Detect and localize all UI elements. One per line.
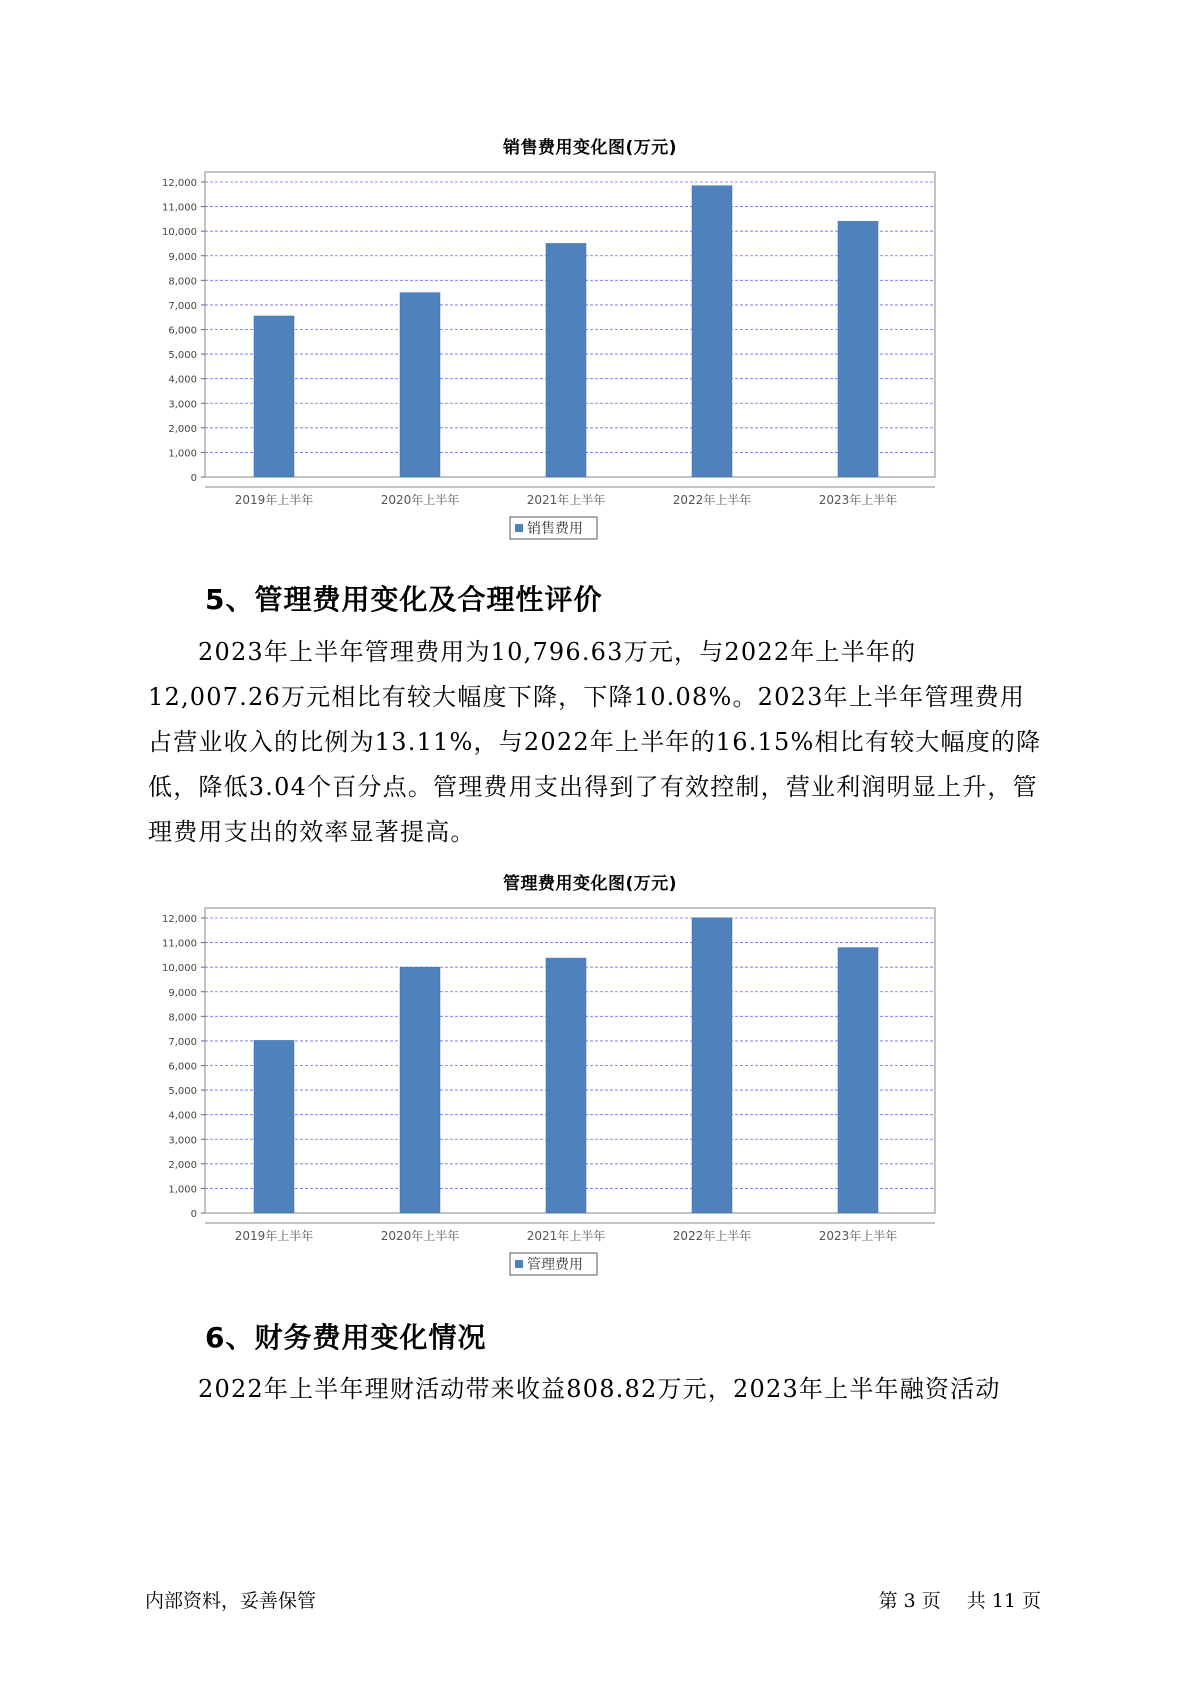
chart-title: 管理费用变化图(万元) — [502, 874, 678, 894]
legend-swatch — [515, 524, 523, 532]
y-tick-label: 6,000 — [168, 325, 197, 337]
chart-title: 销售费用变化图(万元) — [502, 138, 678, 158]
y-tick-label: 3,000 — [168, 399, 197, 411]
y-tick-label: 11,000 — [162, 202, 197, 214]
y-tick-label: 8,000 — [168, 1012, 197, 1024]
chart-svg — [160, 866, 1020, 1286]
y-tick-label: 8,000 — [168, 276, 197, 288]
bar — [692, 918, 732, 1213]
y-tick-label: 10,000 — [162, 963, 197, 975]
y-tick-label: 4,000 — [168, 1110, 197, 1122]
y-tick-label: 0 — [190, 473, 197, 484]
paragraph-text: 2023年上半年管理费用为10,796.63万元，与2022年上半年的12,007.26万元相比有较大幅度下降，下降10.08%。2023年上半年管理费用占营业收入的比例为13.11%，与2022年上半年的16.15%相比有较大幅度的降低，降低3.04个百分点。管理费用支出得到了有效控制，营业利润明显上升，管理费用支出的效率显著提高。 — [148, 638, 1042, 846]
y-tick-label: 1,000 — [168, 1184, 197, 1196]
y-tick-label: 0 — [190, 1209, 197, 1220]
x-tick-label: 2023年上半年 — [818, 493, 898, 507]
y-tick-label: 12,000 — [162, 914, 197, 925]
y-tick-label: 7,000 — [168, 1036, 197, 1048]
x-tick-label: 2020年上半年 — [380, 1229, 460, 1243]
legend-swatch — [515, 1260, 523, 1268]
page-number: 3 — [903, 1590, 916, 1612]
bar — [692, 186, 732, 477]
sales-expense-chart — [160, 130, 1020, 550]
management-expense-chart — [160, 866, 1020, 1286]
y-tick-label: 10,000 — [162, 227, 197, 239]
y-tick-label: 7,000 — [168, 300, 197, 312]
footer-page-info — [873, 1586, 1041, 1613]
bar — [400, 293, 440, 477]
total-suffix: 页 — [1021, 1590, 1041, 1612]
page-suffix: 页 — [921, 1590, 941, 1612]
y-tick-label: 11,000 — [162, 938, 197, 950]
y-tick-label: 6,000 — [168, 1061, 197, 1073]
x-tick-label: 2020年上半年 — [380, 493, 460, 507]
y-tick-label: 2,000 — [168, 1159, 197, 1171]
total-pages: 11 — [991, 1590, 1016, 1612]
y-tick-label: 4,000 — [168, 374, 197, 386]
bar — [546, 958, 586, 1213]
chart-svg — [160, 130, 1020, 550]
section-heading: 5、管理费用变化及合理性评价 — [205, 583, 603, 616]
section-paragraph — [148, 630, 1048, 855]
y-tick-label: 9,000 — [168, 987, 197, 999]
y-tick-label: 1,000 — [168, 448, 197, 460]
legend-label: 销售费用 — [527, 521, 583, 537]
x-tick-label: 2022年上半年 — [672, 1229, 752, 1243]
x-tick-label: 2019年上半年 — [234, 493, 314, 507]
footer-confidential: 内部资料，妥善保管 — [145, 1590, 317, 1612]
bar — [838, 948, 878, 1213]
paragraph-text: 2022年上半年理财活动带来收益808.82万元，2023年上半年融资活动 — [198, 1375, 1001, 1403]
x-tick-label: 2021年上半年 — [526, 493, 606, 507]
page-prefix: 第 — [878, 1590, 898, 1612]
bar — [254, 316, 294, 477]
bar — [400, 967, 440, 1213]
x-tick-label: 2022年上半年 — [672, 493, 752, 507]
x-tick-label: 2023年上半年 — [818, 1229, 898, 1243]
section-heading: 6、财务费用变化情况 — [205, 1321, 487, 1354]
y-tick-label: 3,000 — [168, 1135, 197, 1147]
x-tick-label: 2019年上半年 — [234, 1229, 314, 1243]
y-tick-label: 5,000 — [168, 1086, 197, 1098]
y-tick-label: 12,000 — [162, 178, 197, 189]
total-prefix: 共 — [966, 1590, 986, 1612]
section-paragraph — [148, 1367, 1048, 1412]
bar — [254, 1040, 294, 1213]
y-tick-label: 2,000 — [168, 423, 197, 435]
y-tick-label: 5,000 — [168, 350, 197, 362]
bar — [546, 243, 586, 477]
y-tick-label: 9,000 — [168, 251, 197, 263]
bar — [838, 221, 878, 477]
legend-label: 管理费用 — [527, 1257, 583, 1273]
x-tick-label: 2021年上半年 — [526, 1229, 606, 1243]
